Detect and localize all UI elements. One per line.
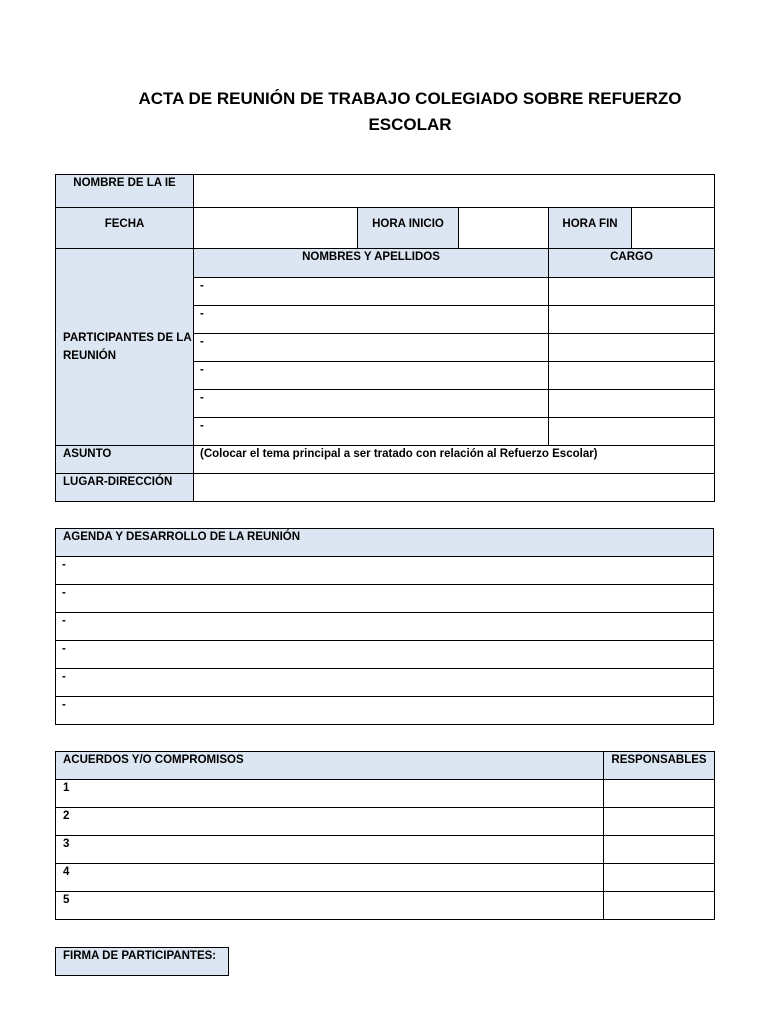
fecha-field[interactable] [194,208,358,249]
asunto-value[interactable]: (Colocar el tema principal a ser tratado con relación al Refuerzo Escolar) [194,446,715,474]
participant-cargo-cell[interactable] [549,334,715,362]
participant-name-row[interactable]: - [194,278,549,306]
agenda-header: AGENDA Y DESARROLLO DE LA REUNIÓN [56,529,714,557]
meeting-info-table [55,174,715,502]
agenda-row[interactable]: - [56,613,714,641]
responsable-cell[interactable] [604,808,715,836]
hora-inicio-field[interactable] [459,208,549,249]
participant-cargo-cell[interactable] [549,390,715,418]
participantes-label: PARTICIPANTES DE LA REUNIÓN [56,249,194,446]
hora-fin-label: HORA FIN [549,208,632,249]
firma-label: FIRMA DE PARTICIPANTES: [56,948,229,976]
lugar-direccion-label: LUGAR-DIRECCIÓN [56,474,194,502]
participant-name-row[interactable]: - [194,390,549,418]
participant-cargo-cell[interactable] [549,362,715,390]
responsable-cell[interactable] [604,892,715,920]
fecha-label: FECHA [56,208,194,249]
document-title-line-2: ESCOLAR [368,115,452,134]
acuerdo-row[interactable]: 1 [56,780,604,808]
document-title-line-1: ACTA DE REUNIÓN DE TRABAJO COLEGIADO SOBRE REFUERZO [138,89,682,108]
acuerdo-row[interactable]: 5 [56,892,604,920]
nombres-header: NOMBRES Y APELLIDOS [194,249,549,278]
lugar-direccion-field[interactable] [194,474,715,502]
responsable-cell[interactable] [604,780,715,808]
participant-name-row[interactable]: - [194,306,549,334]
participant-cargo-cell[interactable] [549,278,715,306]
agenda-row[interactable]: - [56,641,714,669]
agenda-table [55,528,714,725]
firma-table [55,947,229,976]
ie-name-field[interactable] [194,175,715,208]
cargo-header: CARGO [549,249,715,278]
ie-name-label: NOMBRE DE LA IE [56,175,194,208]
hora-fin-field[interactable] [632,208,715,249]
acuerdo-row[interactable]: 3 [56,836,604,864]
participant-cargo-cell[interactable] [549,418,715,446]
agenda-row[interactable]: - [56,669,714,697]
agenda-row[interactable]: - [56,557,714,585]
responsables-header: RESPONSABLES [604,752,715,780]
participant-name-row[interactable]: - [194,362,549,390]
acuerdos-header: ACUERDOS Y/O COMPROMISOS [56,752,604,780]
participant-name-row[interactable]: - [194,418,549,446]
agenda-row[interactable]: - [56,697,714,725]
acuerdo-row[interactable]: 2 [56,808,604,836]
responsable-cell[interactable] [604,864,715,892]
hora-inicio-label: HORA INICIO [358,208,459,249]
asunto-label: ASUNTO [56,446,194,474]
participant-name-row[interactable]: - [194,334,549,362]
agenda-row[interactable]: - [56,585,714,613]
responsable-cell[interactable] [604,836,715,864]
acuerdo-row[interactable]: 4 [56,864,604,892]
participant-cargo-cell[interactable] [549,306,715,334]
acuerdos-table [55,751,715,920]
